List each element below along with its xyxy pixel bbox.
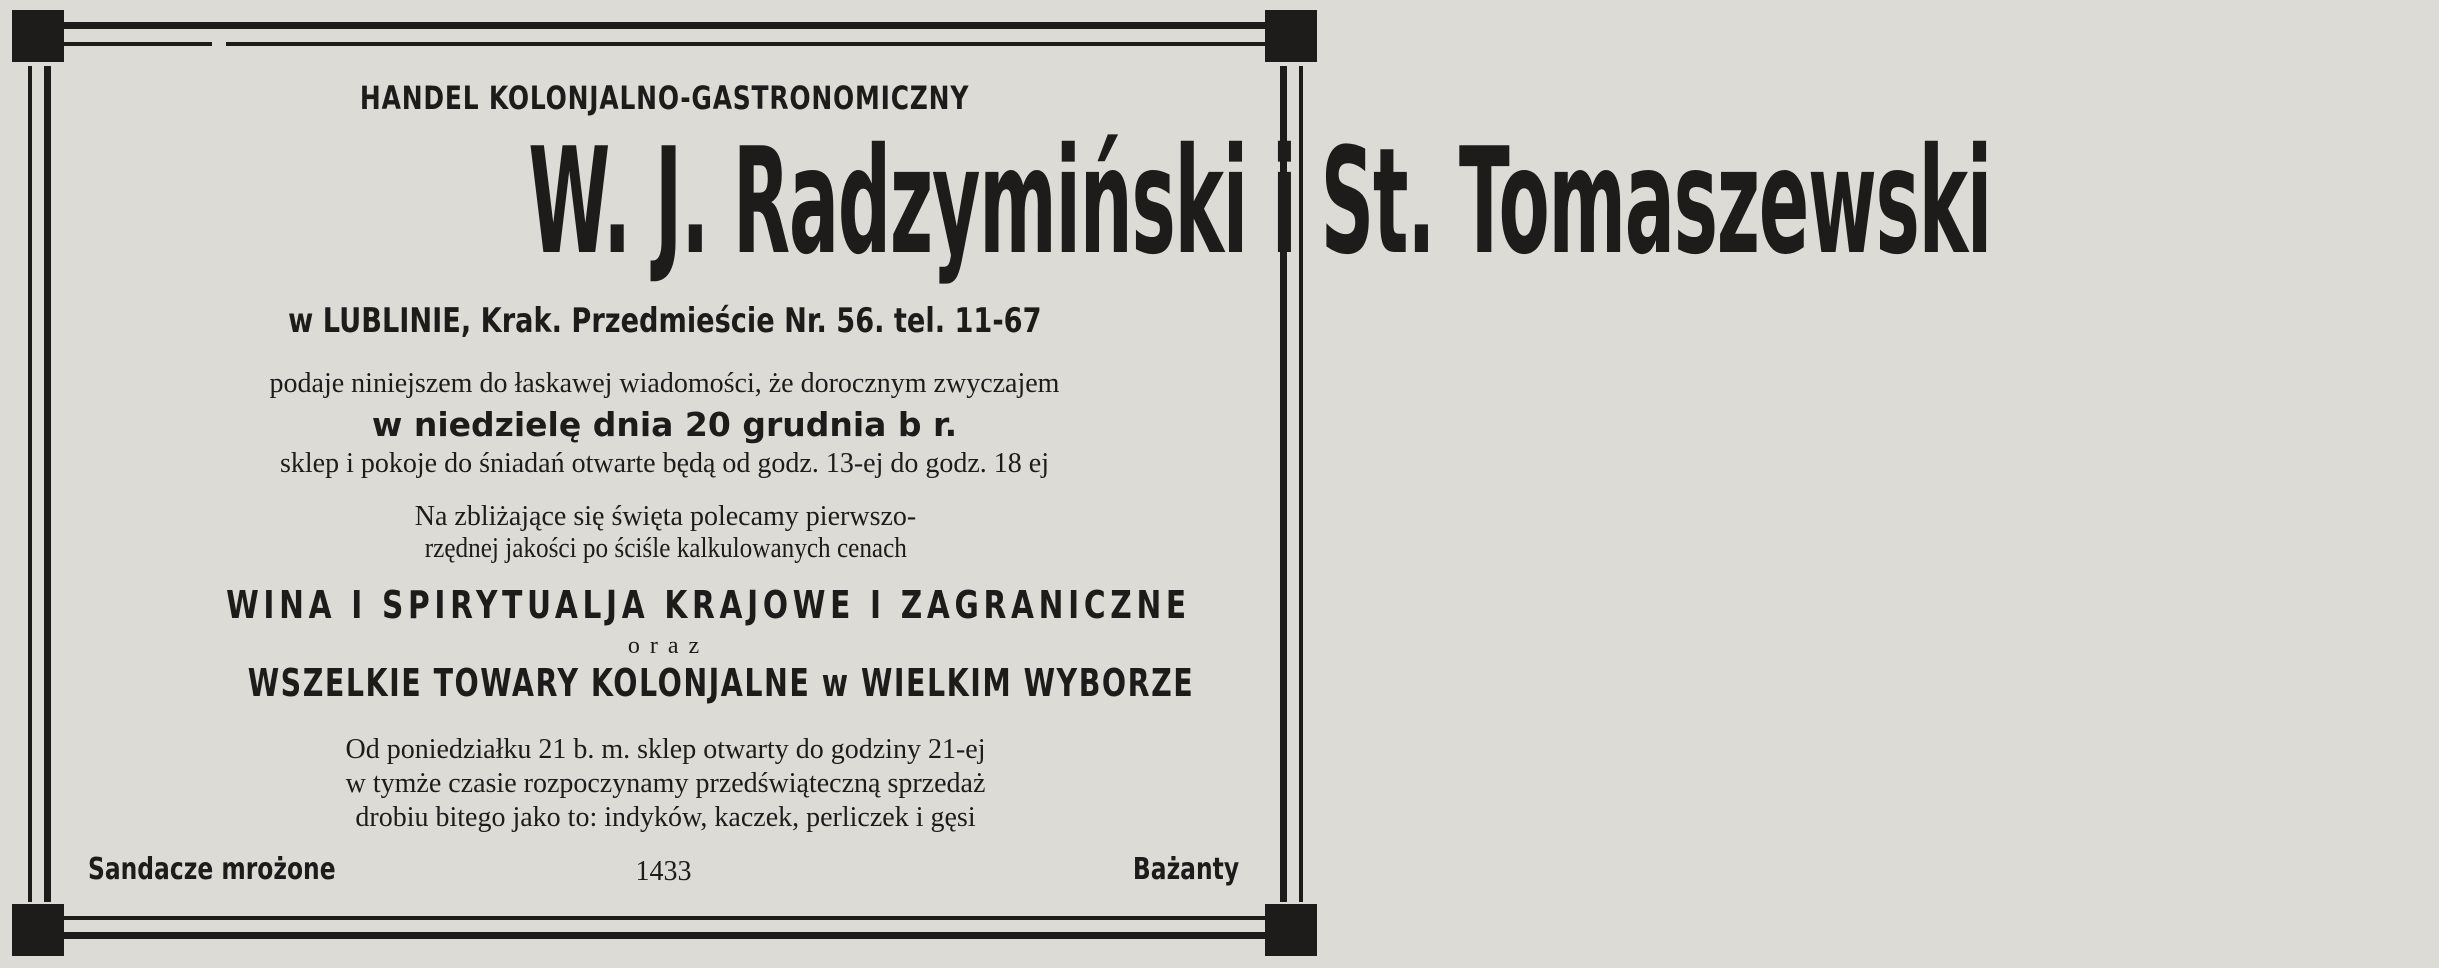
left-border-thick [44,66,51,902]
top-border-thin [226,42,1269,46]
footer-left-item: Sandacze mrożone [88,852,336,887]
left-border-thin [28,66,32,902]
corner-square-bottom-right [1265,904,1317,956]
corner-square-top-right [1265,10,1317,62]
corner-square-bottom-left [12,904,64,956]
address-line: w LUBLINIE, Krak. Przedmieście Nr. 56. tel. 11-67 [287,301,1042,341]
bottom-border-thick [62,932,1269,939]
top-border-thick [62,22,1269,29]
footer-row [88,852,1239,892]
firm-name: W. J. Radzymiński i St. Tomaszewski [528,117,1992,288]
notice-line-3: sklep i pokoje do śniadań otwarte będą od godz. 13-ej do godz. 18 ej [279,448,1050,479]
offer-connector: o r a z [627,633,702,659]
holiday-line-2: rzędnej jakości po ściśle kalkulowanych cenach [424,533,907,564]
notice-line-1: podaje niniejszem do łaskawej wiadomości, że dorocznym zwyczajem [269,368,1060,399]
hours-line-3: drobiu bitego jako to: indyków, kaczek, perliczek i gęsi [355,802,976,833]
footer-ad-number: 1433 [635,856,692,887]
holiday-line-1: Na zbliżające się święta polecamy pierwszo- [414,501,917,532]
hours-line-2: w tymże czasie rozpoczynamy przedświąteczną sprzedaż [345,768,986,799]
corner-square-top-left [12,10,64,62]
offer-line-goods: WSZELKIE TOWARY KOLONJALNE w WIELKIM WYBORZE [247,661,1195,705]
hours-line-1: Od poniedziałku 21 b. m. sklep otwarty do godziny 21-ej [345,734,986,765]
trade-line: HANDEL KOLONJALNO-GASTRONOMICZNY [359,79,970,117]
offer-line-wines: WINA I SPIRYTUALJA KRAJOWE I ZAGRANICZNE [226,583,1191,627]
notice-line-2-date: w niedzielę dnia 20 grudnia b r. [371,405,958,444]
bottom-border-thin [62,916,1269,920]
top-border-thin-left [62,42,212,46]
footer-right-item: Bażanty [1132,852,1239,887]
